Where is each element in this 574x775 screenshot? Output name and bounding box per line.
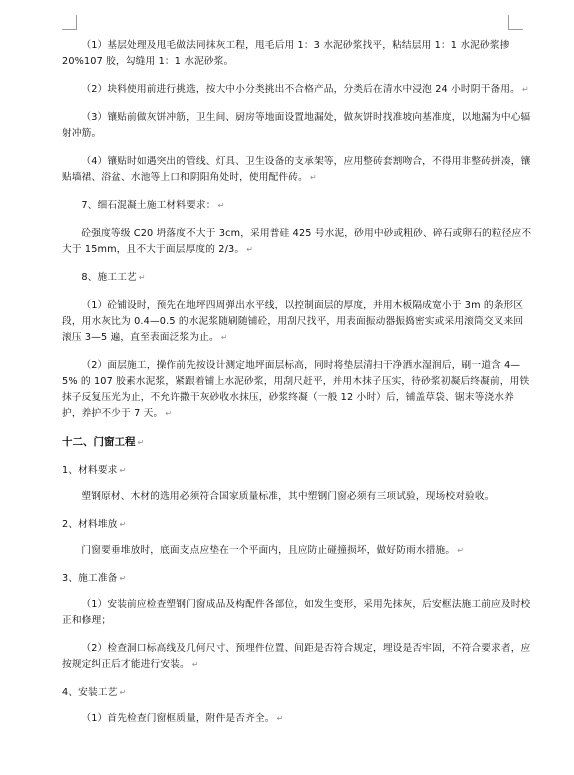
paragraph-spacing (62, 479, 532, 489)
subsection-heading: 3、施工准备 ↵ (62, 571, 532, 587)
paragraph-spacing (62, 70, 532, 82)
paragraph: （2）检查洞口标高线及几何尺寸、预埋件位置、间距是否符合规定，埋设是否牢固，不符合要求者，应按规定纠正后才能进行安装。 ↵ (62, 641, 532, 673)
paragraph: 砼强度等级 C20 坍落度不大于 3cm，采用普硅 425 号水泥，砂用中砂或粗砂、碎石或卵石的粒径应不大于 15mm，且不大于面层厚度的 2/3。 ↵ (62, 226, 532, 258)
subsection-heading: 4、安装工艺 ↵ (62, 685, 532, 701)
paragraph: 门窗要垂堆放时，底面支点应垫在一个平面内，且应防止碰撞损坏，做好防雨水措施。 ↵ (62, 543, 532, 559)
paragraph-spacing (62, 214, 532, 226)
paragraph-spacing (62, 505, 532, 517)
paragraph: 8、施工工艺 ↵ (62, 270, 532, 286)
paragraph-spacing (62, 629, 532, 641)
paragraph: （4）镶贴时如遇突出的管线、灯具、卫生设备的支承架等，应用整砖套割吻合，不得用非整砖拼凑，镶贴墙裙、浴盆、水池等上口和阴阳角处时，使用配件砖。 ↵ (62, 154, 532, 186)
paragraph-spacing (62, 587, 532, 597)
paragraph-spacing (62, 673, 532, 685)
paragraph-spacing (62, 258, 532, 270)
paragraph-spacing (62, 142, 532, 154)
paragraph: （2）面层施工，操作前先按设计测定地坪面层标高，同时将垫层清扫干净洒水湿润后，刷一道含 4—5% 的 107 胶素水泥浆，紧跟着铺上水泥砂浆，用刮尺赶平，并用木抹子压实，待砂浆初凝后终凝前，用铁抹子反复压光为止，不允许撒干灰砂收水抹压，砂浆终凝（一般 12 小时）后，铺盖草袋、锯末等浇水养护，养护不少于 7 天。 ↵ (62, 358, 532, 422)
paragraph-spacing (62, 286, 532, 298)
paragraph-spacing (62, 346, 532, 358)
subsection-heading: 1、材料要求 ↵ (62, 463, 532, 479)
paragraph: 7、细石混凝土施工材料要求： ↵ (62, 198, 532, 214)
paragraph-spacing (62, 533, 532, 543)
page-corner-mark-top-left (62, 15, 77, 30)
paragraph: （3）镶贴前做灰饼冲筋，卫生间、厨房等地面设置地漏处，做灰饼时找准坡向基准度，以地漏为中心辐射冲筋。 (62, 112, 531, 139)
paragraph: （1）首先检查门窗框质量，附件是否齐全。 ↵ (62, 711, 532, 727)
paragraph: （1）砼铺设时，预先在地坪四周弹出水平线，以控制面层的厚度，并用木板隔成宽小于 3m 的条形区段，用水灰比为 0.4—0.5 的水泥浆随刷随铺砼，用刮尺找平，用表面振动器振捣密实或采用滚筒交叉来回滚压 3—5 遍，直至表面泛浆为止。 ↵ (62, 298, 532, 346)
paragraph: 塑钢原材、木材的选用必须符合国家质量标准，其中塑钢门窗必须有三项试验，现场校对验收。 (81, 491, 495, 502)
document-page (62, 38, 532, 727)
section-heading: 十二、门窗工程 ↵ (62, 434, 532, 451)
paragraph-spacing (62, 451, 532, 463)
page-corner-mark-top-right (508, 15, 523, 30)
subsection-heading: 2、材料堆放 ↵ (62, 517, 532, 533)
paragraph: （1）基层处理及甩毛做法同抹灰工程，甩毛后用 1：3 水泥砂浆找平，粘结层用 1：1 水泥砂浆掺 20%107 胶，勾缝用 1：1 水泥砂浆。 (62, 40, 510, 67)
paragraph-spacing (62, 98, 532, 110)
paragraph: （1）安装前应检查塑钢门窗成品及构配件各部位，如发生变形，采用先抹灰，后安框法施工前应及时校正和修理； (62, 599, 531, 626)
paragraph-spacing (62, 186, 532, 198)
paragraph-spacing (62, 701, 532, 711)
paragraph: （2）块料使用前进行挑选，按大中小分类挑出不合格产品，分类后在清水中浸泡 24 小时阴干备用。 ↵ (62, 82, 532, 98)
paragraph-spacing (62, 422, 532, 434)
paragraph-spacing (62, 559, 532, 571)
